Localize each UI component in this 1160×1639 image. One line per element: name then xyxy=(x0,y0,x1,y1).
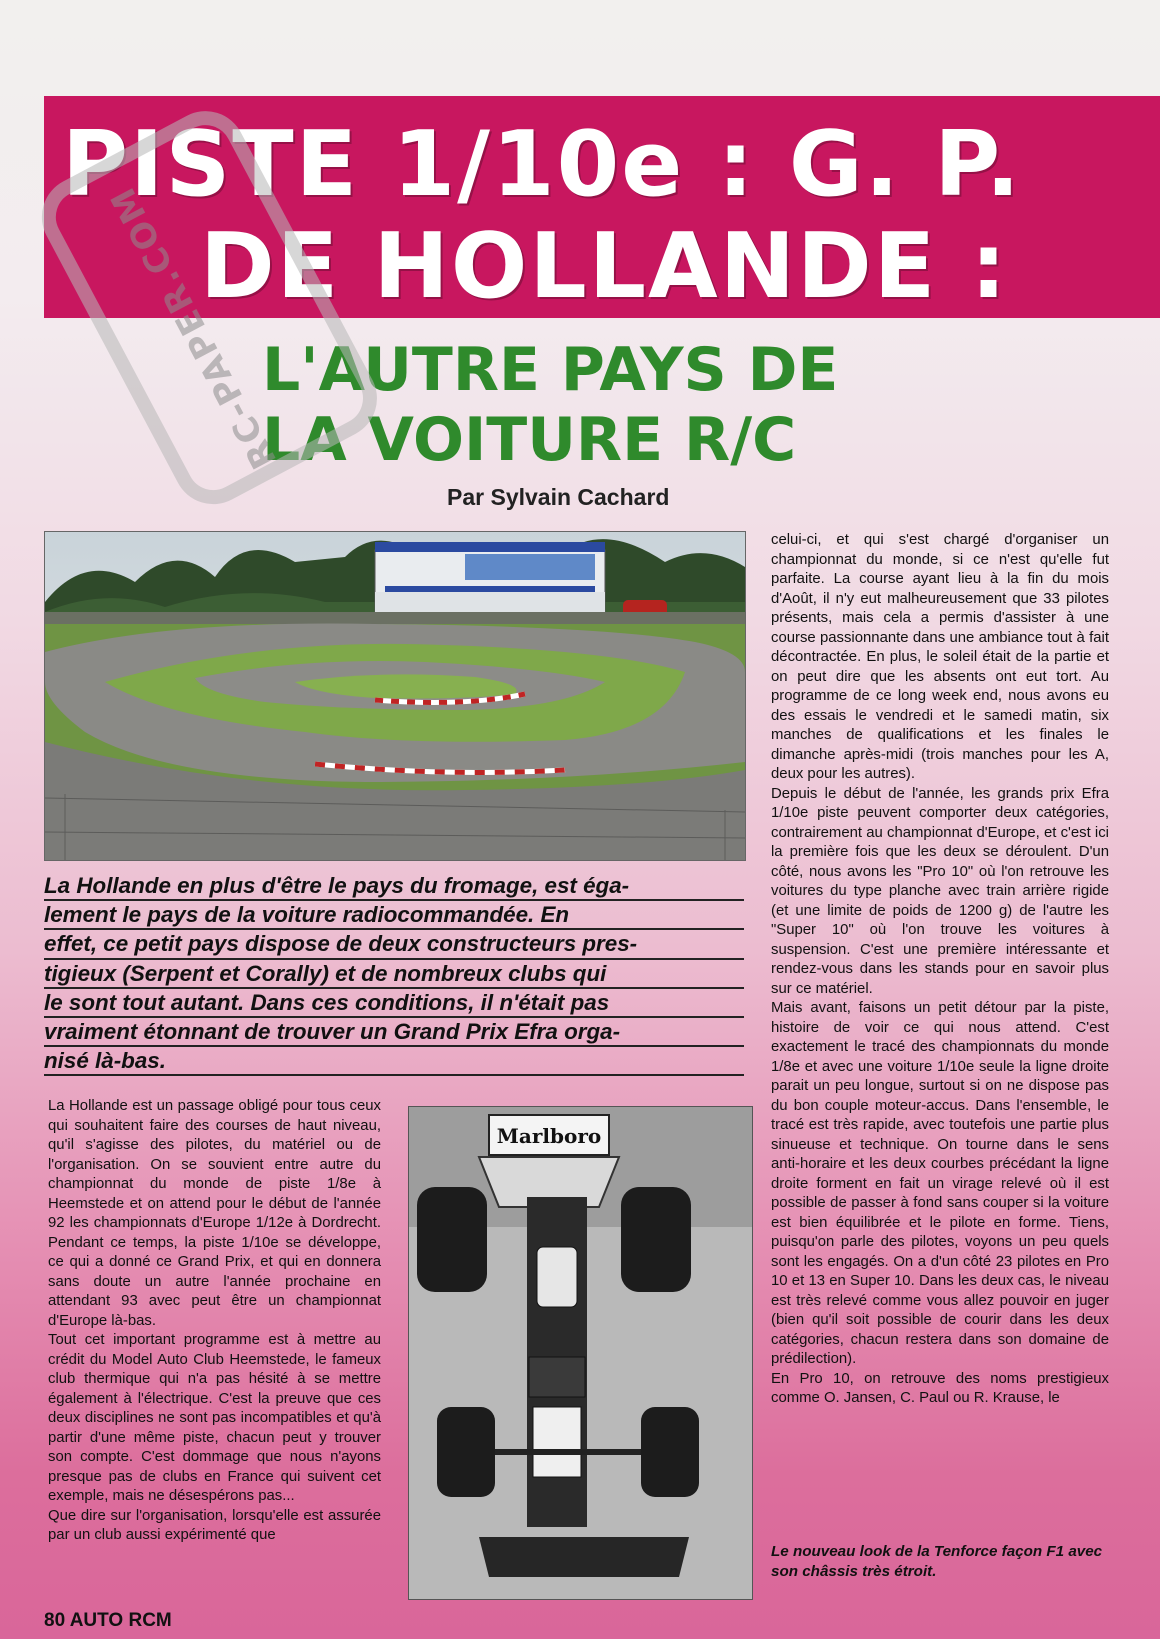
lead-paragraph xyxy=(44,872,744,1076)
body-paragraph: celui-ci, et qui s'est chargé d'organiser un championnat du monde, si ce n'est qu'elle fut parfaite. La course ayant lieu à la fin du mois d'Août, il n'y eut malheureusement que 33 pilotes présents, mais cela a permis d'assister à une course passionnante dans une ambiance tout à fait décontractée. En plus, le soleil était de la partie et on peut dire que les absents ont eut tort. Au programme de ce long week end, nous avons eu des essais le vendredi et le samedi matin, six manches de qualifications et les finales le dimanche après-midi (trois manches pour les A, deux pour les autres). xyxy=(771,532,1109,782)
lead-line: vraiment étonnant de trouver un Grand Prix Efra orga- xyxy=(44,1018,744,1047)
lead-line: nisé là-bas. xyxy=(44,1047,744,1076)
body-paragraph: Que dire sur l'organisation, lorsqu'elle est assurée par un club aussi expérimenté que xyxy=(48,1507,381,1543)
subheadline-line-2: LA VOITURE R/C xyxy=(262,405,797,475)
car-wing-label: Marlboro xyxy=(496,1124,602,1148)
headline-line-1: PISTE 1/10e : G. P. xyxy=(62,112,1022,217)
race-track-photo xyxy=(44,531,746,861)
photo-caption: Le nouveau look de la Tenforce façon F1 avec son châssis très étroit. xyxy=(771,1543,1103,1580)
body-paragraph: La Hollande est un passage obligé pour tous ceux qui souhaitent faire des courses de haut niveau, qu'il s'agisse des pilotes, du matériel ou de l'organisation. On se souvient entre autre du championnat du monde de piste 1/8e à Heemstede et on attend pour le début de l'année 92 les championnats d'Europe 1/12e à Dordrecht. Pendant ce temps, la piste 1/10e se développe, ce qui a donné ce Grand Prix, et qui en donnera sans doute un autre l'année prochaine en attendant 93 avec peut être un championnat d'Europe là-bas. xyxy=(48,1098,381,1329)
body-column-left xyxy=(48,1097,381,1546)
race-track-illustration xyxy=(45,532,745,860)
body-paragraph: Depuis le début de l'année, les grands prix Efra 1/10e piste peuvent comporter deux catégories, contrairement au championnat d'Europe, et c'est ici la première fois que les deux se déroulent. D'un côté, nous avons les "Pro 10" où l'on retrouve les voitures du type planche avec train arrière rigide (et une limite de poids de 1200 g) de l'autre les "Super 10" où l'on trouve les voitures à suspension. C'est une première intéressante et rendez-vous dans les stands pour en savoir plus sur ce matériel. xyxy=(771,785,1109,997)
page-folio: 80 AUTO RCM xyxy=(44,1610,172,1631)
body-paragraph: Tout cet important programme est à mettre au crédit du Model Auto Club Heemstede, le fameux club thermique qui n'a pas hésité à se mettre également à l'électrique. C'est la preuve que ces deux disciplines ne sont pas incompatibles et qu'à partir d'une même piste, chacun peut y trouver son compte. C'est dommage que nous n'ayons presque pas de clubs en France qui suivent cet exemple, mais ne désespérons pas... xyxy=(48,1332,381,1504)
rc-car-photo xyxy=(408,1106,753,1600)
lead-line: le sont tout autant. Dans ces conditions, il n'était pas xyxy=(44,989,744,1018)
body-paragraph: Mais avant, faisons un petit détour par la piste, histoire de voir ce qui nous attend. C'est exactement le tracé des championnats du monde 1/8e et avec une voiture 1/10e seule la ligne droite parait un peu longue, surtout si on ne dispose pas du bon couple moteur-accus. Dans l'ensemble, le tracé est très rapide, avec toutefois une partie plus sinueuse et technique. On tourne dans le sens anti-horaire et les deux courbes précédant la ligne droite forment en fait un virage relevé où il est possible de passer à fond sans couper si la voiture est bien équilibrée et le pilote en forme. Tiens, puisqu'on parle des pilotes, voyons un peu quels sont les engagés. On a d'un côté 23 pilotes en Pro 10 et 13 en Super 10. Dans les deux cas, le niveau est très relevé comme vous allez pouvoir en juger (bien qu'il soit possible de courir dans les deux catégories, chacun restera dans son domaine de prédilection). xyxy=(771,1000,1109,1367)
author-byline: Par Sylvain Cachard xyxy=(447,484,670,510)
lead-line: effet, ce petit pays dispose de deux constructeurs pres- xyxy=(44,930,744,959)
lead-line: La Hollande en plus d'être le pays du fromage, est éga- xyxy=(44,872,744,901)
body-column-right xyxy=(771,531,1109,1409)
headline-line-2: DE HOLLANDE : xyxy=(200,214,1009,319)
watermark-text: RC-PAPER.COM xyxy=(102,179,285,476)
lead-line: tigieux (Serpent et Corally) et de nombreux clubs qui xyxy=(44,960,744,989)
rc-car-illustration xyxy=(409,1107,752,1599)
body-paragraph: En Pro 10, on retrouve des noms prestigieux comme O. Jansen, C. Paul ou R. Krause, le xyxy=(771,1370,1109,1406)
subheadline-line-1: L'AUTRE PAYS DE xyxy=(262,335,839,405)
lead-line: lement le pays de la voiture radiocommandée. En xyxy=(44,901,744,930)
